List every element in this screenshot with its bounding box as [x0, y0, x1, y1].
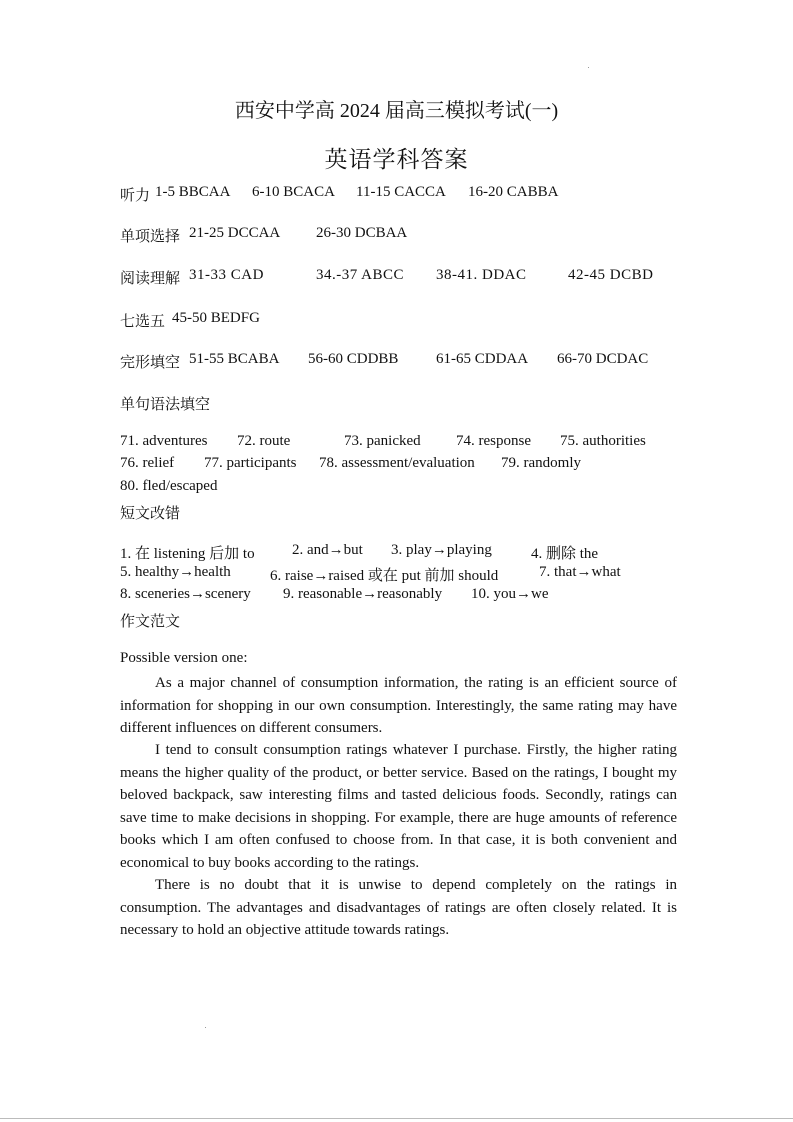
scan-speck — [205, 1027, 206, 1028]
answer-item: 78. assessment/evaluation — [319, 455, 475, 471]
answer-group: 56-60 CDDBB — [308, 351, 399, 367]
page-bottom-rule — [0, 1118, 793, 1119]
answer-item: 5. healthy→health — [120, 564, 231, 580]
section-label: 作文范文 — [120, 612, 181, 630]
answer-item: 6. raise→raised 或在 put 前加 should — [270, 568, 499, 584]
essay-paragraph: I tend to consult consumption ratings whatever I purchase. Firstly, the higher rating means the higher quality of the product, or better service. Based on the ratings, I bought my beloved backpack, saw interesting films and tasted delicious foods. Secondly, ratings can save time to make decisions in shopping. For example, there are huge amounts of reference books which I am often confused to choose from. In that case, it is both convenient and economical to buy books according to the ratings. — [120, 742, 677, 871]
answer-group: 34.-37 ABCC — [316, 267, 405, 283]
answer-item: 9. reasonable→reasonably — [283, 586, 443, 602]
answer-item: 7. that→what — [539, 564, 621, 580]
answer-item: 10. you→we — [471, 586, 549, 602]
answer-item: 79. randomly — [501, 455, 581, 471]
answer-group: 61-65 CDDAA — [436, 351, 529, 367]
answer-item: 72. route — [237, 433, 291, 449]
section-label: 短文改错 — [120, 504, 181, 522]
answer-item: 2. and→but — [292, 542, 363, 558]
answer-item: 4. 删除 the — [531, 546, 599, 562]
page-subtitle: 英语学科答案 — [324, 147, 469, 173]
answer-group: 21-25 DCCAA — [189, 225, 281, 241]
answer-item: 73. panicked — [344, 433, 421, 449]
answer-group: 45-50 BEDFG — [172, 310, 260, 326]
scan-speck — [588, 67, 589, 68]
answer-item: 1. 在 listening 后加 to — [120, 546, 255, 562]
section-label: 阅读理解 — [120, 269, 181, 287]
answer-group: 1-5 BBCAA — [155, 184, 231, 200]
section-label: 听力 — [120, 186, 151, 204]
answer-group: 11-15 CACCA — [356, 184, 446, 200]
answer-item: 71. adventures — [120, 433, 208, 449]
answer-group: 31-33 CAD — [189, 267, 264, 283]
essay-intro: Possible version one: — [120, 650, 248, 666]
answer-item: 80. fled/escaped — [120, 478, 218, 494]
answer-item: 3. play→playing — [391, 542, 492, 558]
answer-group: 42-45 DCBD — [568, 267, 654, 283]
answer-item: 75. authorities — [560, 433, 646, 449]
answer-item: 74. response — [456, 433, 531, 449]
answer-item: 76. relief — [120, 455, 175, 471]
answer-group: 51-55 BCABA — [189, 351, 280, 367]
answer-group: 16-20 CABBA — [468, 184, 559, 200]
section-label: 单句语法填空 — [120, 395, 211, 413]
answer-group: 6-10 BCACA — [252, 184, 335, 200]
section-label: 七选五 — [120, 312, 166, 330]
section-label: 完形填空 — [120, 353, 181, 371]
answer-group: 26-30 DCBAA — [316, 225, 408, 241]
answer-group: 66-70 DCDAC — [557, 351, 649, 367]
answer-group: 38-41. DDAC — [436, 267, 527, 283]
answer-item: 77. participants — [204, 455, 297, 471]
section-label: 单项选择 — [120, 227, 181, 245]
page-title: 西安中学高 2024 届高三模拟考试(一) — [234, 100, 559, 122]
answer-item: 8. sceneries→scenery — [120, 586, 251, 602]
essay-paragraph: There is no doubt that it is unwise to depend completely on the ratings in consumption. The advantages and disadvantages of ratings are often closely related. It is necessary to hold an objective attitude towards ratings. — [120, 877, 677, 938]
essay-paragraph: As a major channel of consumption information, the rating is an efficient source of information for shopping in our own consumption. Interestingly, the same rating may have different influences on different consumers. — [120, 675, 677, 736]
